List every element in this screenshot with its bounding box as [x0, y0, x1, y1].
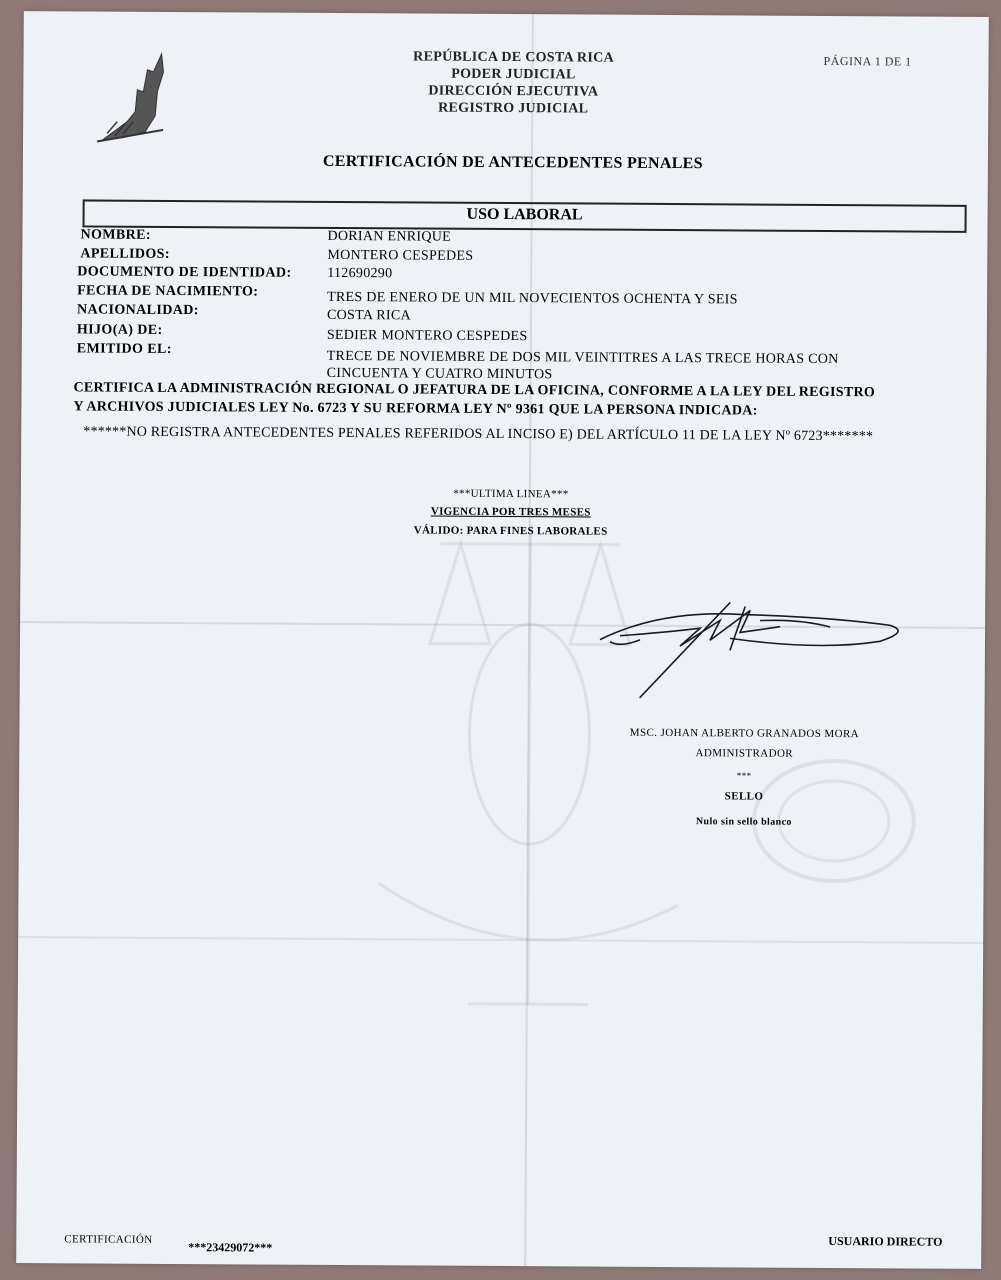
header-republica: REPÚBLICA DE COSTA RICA [413, 49, 614, 66]
certifica-text-line1: CERTIFICA LA ADMINISTRACIÓN REGIONAL O JEFATURA DE LA OFICINA, CONFORME A LA LEY DEL REGISTRO [73, 380, 876, 401]
document-title: CERTIFICACIÓN DE ANTECEDENTES PENALES [322, 152, 703, 173]
certificacion-number: ***23429072*** [188, 1240, 273, 1255]
handwritten-signature-icon [580, 579, 921, 701]
justice-watermark-icon [318, 483, 741, 1046]
signer-role: ADMINISTRADOR [695, 747, 794, 760]
nombre-label: NOMBRE: [80, 227, 151, 243]
documento-value: 112690290 [327, 265, 393, 282]
sello-label: SELLO [724, 790, 764, 803]
header-registro: REGISTRO JUDICIAL [438, 100, 589, 117]
ultima-linea: ***ULTIMA LINEA*** [453, 487, 569, 501]
document-page [16, 11, 989, 1269]
judicial-emblem-icon [93, 51, 174, 146]
hijo-label: HIJO(A) DE: [76, 322, 163, 338]
page-number: PÁGINA 1 DE 1 [823, 53, 912, 69]
emitido-value-line2: CINCUENTA Y CUATRO MINUTOS [326, 365, 553, 383]
header-poder-judicial: PODER JUDICIAL [451, 66, 576, 83]
hijo-value: SEDIER MONTERO CESPEDES [326, 327, 528, 345]
certifica-text-line2: Y ARCHIVOS JUDICIALES LEY No. 6723 Y SU REFORMA LEY Nº 9361 QUE LA PERSONA INDICADA: [73, 399, 758, 419]
signer-stars: *** [736, 770, 752, 781]
emitido-value-line1: TRECE DE NOVIEMBRE DE DOS MIL VEINTITRES A LAS TRECE HORAS CON [326, 348, 839, 368]
nacimiento-value: TRES DE ENERO DE UN MIL NOVECIENTOS OCHENTA Y SEIS [327, 289, 738, 308]
nulo-sin-sello: Nulo sin sello blanco [695, 816, 792, 828]
header-direccion: DIRECCIÓN EJECUTIVA [428, 83, 599, 100]
documento-label: DOCUMENTO DE IDENTIDAD: [77, 264, 292, 281]
no-registra-statement: ******NO REGISTRA ANTECEDENTES PENALES REFERIDOS AL INCISO E) DEL ARTÍCULO 11 DE LA LEY Nº 6723******* [83, 424, 874, 445]
vigencia-text: VIGENCIA POR TRES MESES [430, 505, 591, 519]
nacionalidad-value: COSTA RICA [326, 307, 411, 324]
uso-laboral-box: USO LABORAL [83, 199, 967, 232]
apellidos-value: MONTERO CESPEDES [327, 247, 474, 264]
apellidos-label: APELLIDOS: [80, 246, 170, 262]
nacimiento-label: FECHA DE NACIMIENTO: [77, 283, 259, 300]
nacionalidad-label: NACIONALIDAD: [76, 302, 199, 319]
signer-name: MSC. JOHAN ALBERTO GRANADOS MORA [629, 726, 860, 741]
certificacion-label: CERTIFICACIÓN [64, 1233, 153, 1246]
usuario-directo: USUARIO DIRECTO [828, 1234, 943, 1249]
nombre-value: DORIAN ENRIQUE [327, 228, 452, 245]
valido-text: VÁLIDO: PARA FINES LABORALES [413, 524, 608, 538]
emitido-label: EMITIDO EL: [76, 341, 172, 357]
